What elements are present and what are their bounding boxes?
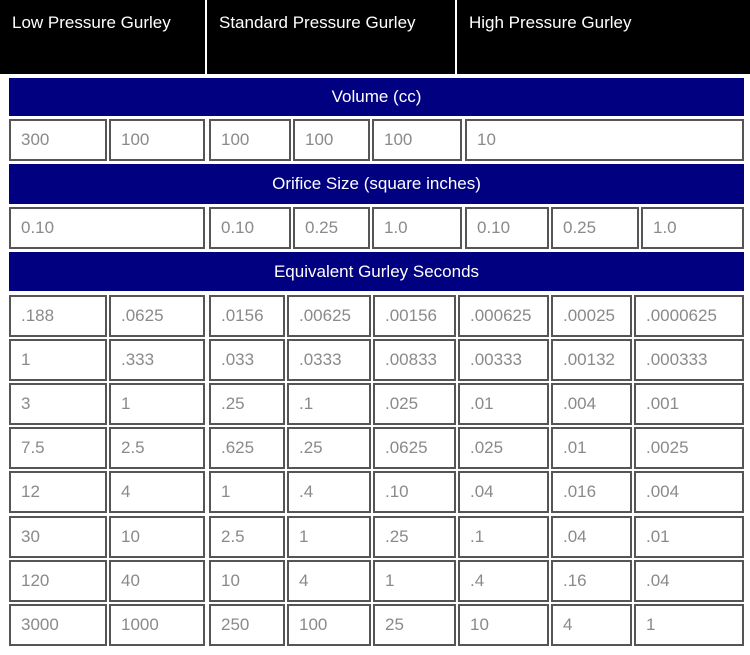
seconds-cell: 40 xyxy=(109,560,205,602)
seconds-cell: 1 xyxy=(373,560,456,602)
seconds-cell: 1 xyxy=(209,471,285,513)
volume-cell: 300 xyxy=(9,119,107,161)
seconds-cell: .1 xyxy=(287,383,371,425)
seconds-cell: 4 xyxy=(287,560,371,602)
volume-cell: 100 xyxy=(209,119,291,161)
orifice-cell: 0.10 xyxy=(465,207,549,249)
seconds-cell: 1000 xyxy=(109,604,205,646)
seconds-cell: 3 xyxy=(9,383,107,425)
seconds-cell: .25 xyxy=(287,427,371,469)
seconds-cell: 30 xyxy=(9,516,107,558)
seconds-cell: .188 xyxy=(9,295,107,337)
seconds-cell: 100 xyxy=(287,604,371,646)
orifice-cell: 0.25 xyxy=(551,207,639,249)
seconds-cell: .04 xyxy=(551,516,632,558)
seconds-cell: .000625 xyxy=(458,295,549,337)
seconds-cell: 1 xyxy=(9,339,107,381)
orifice-cell: 0.10 xyxy=(9,207,205,249)
volume-cell: 100 xyxy=(293,119,370,161)
seconds-cell: .04 xyxy=(458,471,549,513)
seconds-cell: .0025 xyxy=(634,427,744,469)
volume-cell: 100 xyxy=(109,119,205,161)
seconds-cell: .16 xyxy=(551,560,632,602)
seconds-cell: .00156 xyxy=(373,295,456,337)
seconds-cell: 25 xyxy=(373,604,456,646)
seconds-cell: .333 xyxy=(109,339,205,381)
seconds-cell: .01 xyxy=(551,427,632,469)
seconds-cell: 12 xyxy=(9,471,107,513)
seconds-cell: .0156 xyxy=(209,295,285,337)
seconds-cell: 10 xyxy=(109,516,205,558)
seconds-cell: .01 xyxy=(634,516,744,558)
seconds-cell: .01 xyxy=(458,383,549,425)
seconds-cell: .00132 xyxy=(551,339,632,381)
seconds-cell: .00833 xyxy=(373,339,456,381)
seconds-cell: .000333 xyxy=(634,339,744,381)
seconds-cell: .1 xyxy=(458,516,549,558)
seconds-cell: .033 xyxy=(209,339,285,381)
orifice-cell: 1.0 xyxy=(372,207,462,249)
seconds-cell: .00333 xyxy=(458,339,549,381)
header-low-pressure: Low Pressure Gurley xyxy=(0,0,205,74)
seconds-cell: .04 xyxy=(634,560,744,602)
seconds-cell: 250 xyxy=(209,604,285,646)
seconds-cell: .4 xyxy=(458,560,549,602)
seconds-cell: .004 xyxy=(634,471,744,513)
seconds-cell: 3000 xyxy=(9,604,107,646)
seconds-cell: 1 xyxy=(634,604,744,646)
section-orifice-size: Orifice Size (square inches) xyxy=(9,164,744,204)
seconds-cell: .10 xyxy=(373,471,456,513)
section-equivalent-gurley-seconds: Equivalent Gurley Seconds xyxy=(9,252,744,291)
seconds-cell: .025 xyxy=(373,383,456,425)
seconds-cell: .0625 xyxy=(109,295,205,337)
orifice-cell: 0.25 xyxy=(293,207,370,249)
seconds-cell: 10 xyxy=(209,560,285,602)
seconds-cell: .0000625 xyxy=(634,295,744,337)
volume-cell: 10 xyxy=(465,119,744,161)
orifice-cell: 0.10 xyxy=(209,207,291,249)
seconds-cell: 1 xyxy=(109,383,205,425)
seconds-cell: 7.5 xyxy=(9,427,107,469)
seconds-cell: .25 xyxy=(209,383,285,425)
seconds-cell: 10 xyxy=(458,604,549,646)
seconds-cell: .025 xyxy=(458,427,549,469)
seconds-cell: .00625 xyxy=(287,295,371,337)
seconds-cell: .0625 xyxy=(373,427,456,469)
volume-cell: 100 xyxy=(372,119,462,161)
seconds-cell: .4 xyxy=(287,471,371,513)
seconds-cell: 4 xyxy=(551,604,632,646)
header-high-pressure: High Pressure Gurley xyxy=(457,0,750,74)
seconds-cell: .001 xyxy=(634,383,744,425)
seconds-cell: .0333 xyxy=(287,339,371,381)
seconds-cell: 4 xyxy=(109,471,205,513)
seconds-cell: .00025 xyxy=(551,295,632,337)
seconds-cell: 2.5 xyxy=(209,516,285,558)
seconds-cell: .625 xyxy=(209,427,285,469)
seconds-cell: .25 xyxy=(373,516,456,558)
seconds-cell: .004 xyxy=(551,383,632,425)
seconds-cell: 2.5 xyxy=(109,427,205,469)
orifice-cell: 1.0 xyxy=(641,207,744,249)
seconds-cell: 120 xyxy=(9,560,107,602)
header-standard-pressure: Standard Pressure Gurley xyxy=(207,0,455,74)
section-volume: Volume (cc) xyxy=(9,78,744,116)
seconds-cell: .016 xyxy=(551,471,632,513)
seconds-cell: 1 xyxy=(287,516,371,558)
